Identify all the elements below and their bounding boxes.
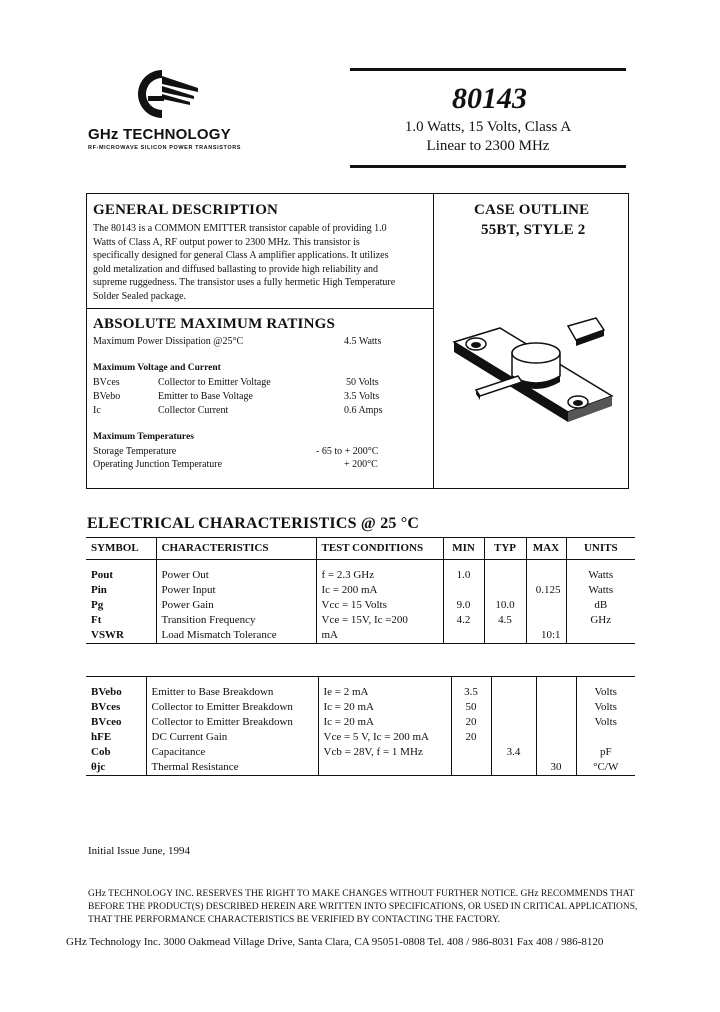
- rating-symbol: Ic: [93, 405, 101, 416]
- rating-description: Collector Current: [158, 405, 229, 416]
- table-cell: Ft: [91, 614, 102, 626]
- temp-value: - 65 to + 200°C: [316, 446, 379, 457]
- column-header: SYMBOL: [86, 538, 156, 560]
- table-row: [86, 677, 635, 686]
- temp-value: + 200°C: [344, 459, 378, 470]
- table-cell: Power Input: [156, 583, 316, 598]
- table-cell: 4.2: [443, 613, 484, 628]
- transistor-package-icon: [440, 312, 620, 436]
- table-cell: [491, 730, 536, 745]
- table-row: [86, 613, 635, 628]
- table-cell: [484, 628, 526, 644]
- table-cell: 3.5: [451, 685, 491, 700]
- table-cell: [318, 760, 451, 776]
- table-cell: BVebo: [91, 686, 122, 698]
- general-description-title: GENERAL DESCRIPTION: [93, 202, 279, 218]
- power-dissipation-label: Maximum Power Dissipation @25°C: [93, 336, 244, 347]
- table-row: [86, 560, 635, 569]
- table-cell: Ie = 2 mA: [318, 685, 451, 700]
- column-header: TEST CONDITIONS: [316, 538, 443, 560]
- rating-description: Collector to Emitter Voltage: [158, 377, 271, 388]
- case-outline-subtitle: 55BT, STYLE 2: [481, 222, 586, 238]
- table-cell: Thermal Resistance: [146, 760, 318, 776]
- desc-line: gold metalization and diffused ballasting to provide high reliability and: [93, 263, 379, 275]
- table-cell: 30: [536, 760, 576, 776]
- table-cell: Pout: [91, 569, 113, 581]
- table-cell: Cob: [91, 746, 111, 758]
- desc-line: Solder Sealed package.: [93, 290, 187, 302]
- initial-issue-date: Initial Issue June, 1994: [88, 845, 191, 857]
- table-cell: GHz: [566, 613, 635, 628]
- column-header: CHARACTERISTICS: [156, 538, 316, 560]
- box-horizontal-divider: [86, 308, 434, 309]
- rating-value: 50 Volts: [346, 377, 379, 388]
- electrical-characteristics-title: ELECTRICAL CHARACTERISTICS @ 25 °C: [87, 515, 420, 532]
- table-row: [86, 583, 635, 598]
- table-row: [86, 568, 635, 583]
- rating-value: 3.5 Volts: [344, 391, 380, 402]
- table-cell: Capacitance: [146, 745, 318, 760]
- table-cell: Watts: [566, 583, 635, 598]
- table-cell: pF: [576, 745, 635, 760]
- table-cell: Load Mismatch Tolerance: [156, 628, 316, 644]
- table-cell: Collector to Emitter Breakdown: [146, 700, 318, 715]
- header-bottom-rule: [350, 165, 626, 168]
- table-cell: f = 2.3 GHz: [316, 568, 443, 583]
- table-cell: Collector to Emitter Breakdown: [146, 715, 318, 730]
- rating-symbol: BVces: [93, 377, 120, 388]
- table-cell: Vce = 15V, Ic =200: [316, 613, 443, 628]
- table-cell: [536, 730, 576, 745]
- table-cell: °C/W: [576, 760, 635, 776]
- column-header: MIN: [443, 538, 484, 560]
- voltage-current-heading: Maximum Voltage and Current: [93, 363, 221, 373]
- table-cell: Ic = 20 mA: [318, 700, 451, 715]
- desc-line: The 80143 is a COMMON EMITTER transistor capable of providing 1.0: [93, 223, 387, 234]
- table-cell: 10:1: [526, 628, 566, 644]
- disclaimer-line: GHz TECHNOLOGY INC. RESERVES THE RIGHT TO MAKE CHANGES WITHOUT FURTHER NOTICE. GHz RECOMMENDS THAT: [88, 889, 635, 899]
- table-row: [86, 598, 635, 613]
- table-cell: 20: [451, 715, 491, 730]
- table-cell: [484, 583, 526, 598]
- column-header: TYP: [484, 538, 526, 560]
- table-cell: [536, 715, 576, 730]
- disclaimer-line: THAT THE PERFORMANCE CHARACTERISTICS BE VERIFIED BY CONTACTING THE FACTORY.: [88, 915, 501, 925]
- table-cell: [536, 685, 576, 700]
- power-dissipation-value: 4.5 Watts: [344, 336, 382, 347]
- table-cell: [526, 568, 566, 583]
- table-cell: Volts: [576, 715, 635, 730]
- table-cell: 1.0: [443, 568, 484, 583]
- desc-line: supreme ruggedness. The transistor uses a fully hermetic High Temperature: [93, 277, 396, 288]
- column-header: UNITS: [566, 538, 635, 560]
- table-row: [86, 730, 635, 745]
- part-number: 80143: [452, 82, 527, 115]
- table-cell: 4.5: [484, 613, 526, 628]
- table-cell: Pg: [91, 599, 104, 611]
- table-cell: BVces: [91, 701, 121, 713]
- table-cell: Ic = 200 mA: [316, 583, 443, 598]
- table-cell: 10.0: [484, 598, 526, 613]
- table-cell: θjc: [91, 761, 106, 773]
- table-cell: [491, 715, 536, 730]
- table-cell: Power Gain: [156, 598, 316, 613]
- table-cell: [576, 730, 635, 745]
- electrical-characteristics-table: [86, 537, 635, 644]
- table-cell: [443, 583, 484, 598]
- table-cell: hFE: [91, 731, 112, 743]
- table-row: [86, 685, 635, 700]
- table-cell: Pin: [91, 584, 107, 596]
- case-outline-title: CASE OUTLINE: [474, 202, 590, 218]
- ghz-logo-icon: [128, 66, 208, 126]
- header-frequency-line: Linear to 2300 MHz: [426, 138, 550, 154]
- table-row: [86, 628, 635, 644]
- table-row: [86, 745, 635, 760]
- table-row: [86, 715, 635, 730]
- rating-symbol: BVebo: [93, 391, 121, 402]
- table-cell: VSWR: [91, 629, 125, 641]
- table-cell: [491, 685, 536, 700]
- desc-line: specifically designed for general Class A amplifier applications. It utilizes: [93, 250, 389, 261]
- table-cell: DC Current Gain: [146, 730, 318, 745]
- table-cell: 50: [451, 700, 491, 715]
- table-cell: [526, 613, 566, 628]
- table-cell: dB: [566, 598, 635, 613]
- table-cell: Volts: [576, 685, 635, 700]
- table-cell: Vcb = 28V, f = 1 MHz: [318, 745, 451, 760]
- header-rating-line: 1.0 Watts, 15 Volts, Class A: [404, 119, 572, 135]
- table-cell: [484, 568, 526, 583]
- table-cell: Volts: [576, 700, 635, 715]
- temp-description: Operating Junction Temperature: [93, 459, 223, 470]
- table-cell: [491, 700, 536, 715]
- table-cell: 3.4: [491, 745, 536, 760]
- table-cell: [491, 760, 536, 776]
- table-cell: mA: [316, 628, 443, 644]
- desc-line: Watts of Class A, RF output power to 2300 MHz. This transistor is: [93, 236, 360, 248]
- table-cell: Ic = 20 mA: [318, 715, 451, 730]
- table-cell: [451, 745, 491, 760]
- table-row: [86, 700, 635, 715]
- table-cell: Power Out: [156, 568, 316, 583]
- table-cell: 9.0: [443, 598, 484, 613]
- table-cell: Vcc = 15 Volts: [316, 598, 443, 613]
- table-cell: [566, 628, 635, 644]
- disclaimer-text: [88, 888, 648, 927]
- column-header: MAX: [526, 538, 566, 560]
- temp-description: Storage Temperature: [93, 446, 177, 457]
- table-cell: BVceo: [91, 716, 122, 728]
- rating-value: 0.6 Amps: [344, 405, 383, 416]
- table-cell: Emitter to Base Breakdown: [146, 685, 318, 700]
- breakdown-characteristics-table: [86, 676, 635, 776]
- company-logo: [88, 66, 248, 156]
- table-cell: Watts: [566, 568, 635, 583]
- table-cell: Vce = 5 V, Ic = 200 mA: [318, 730, 451, 745]
- table-cell: [451, 760, 491, 776]
- table-cell: 0.125: [526, 583, 566, 598]
- table-row: [86, 760, 635, 776]
- ratings-title: ABSOLUTE MAXIMUM RATINGS: [93, 316, 336, 332]
- general-description-text: [93, 222, 425, 303]
- table-cell: Transition Frequency: [156, 613, 316, 628]
- rating-description: Emitter to Base Voltage: [158, 391, 253, 402]
- disclaimer-line: BEFORE THE PRODUCT(S) DESCRIBED HEREIN ARE WRITTEN INTO SPECIFICATIONS, OR USED IN CRITICAL APPLICATIONS,: [88, 902, 638, 912]
- table-cell: [536, 700, 576, 715]
- table-cell: [536, 745, 576, 760]
- table-cell: [526, 598, 566, 613]
- logo-tagline: RF-MICROWAVE SILICON POWER TRANSISTORS: [88, 145, 242, 151]
- table-cell: [443, 628, 484, 644]
- logo-company-name: GHz TECHNOLOGY: [88, 126, 231, 143]
- company-address: GHz Technology Inc. 3000 Oakmead Village Drive, Santa Clara, CA 95051-0808 Tel. 408 / 986-8031 Fax 408 / 986-8120: [66, 936, 604, 948]
- temperatures-heading: Maximum Temperatures: [93, 432, 194, 442]
- box-vertical-divider: [433, 193, 434, 489]
- header-top-rule: [350, 68, 626, 71]
- table-header-row: [86, 538, 635, 560]
- table-cell: 20: [451, 730, 491, 745]
